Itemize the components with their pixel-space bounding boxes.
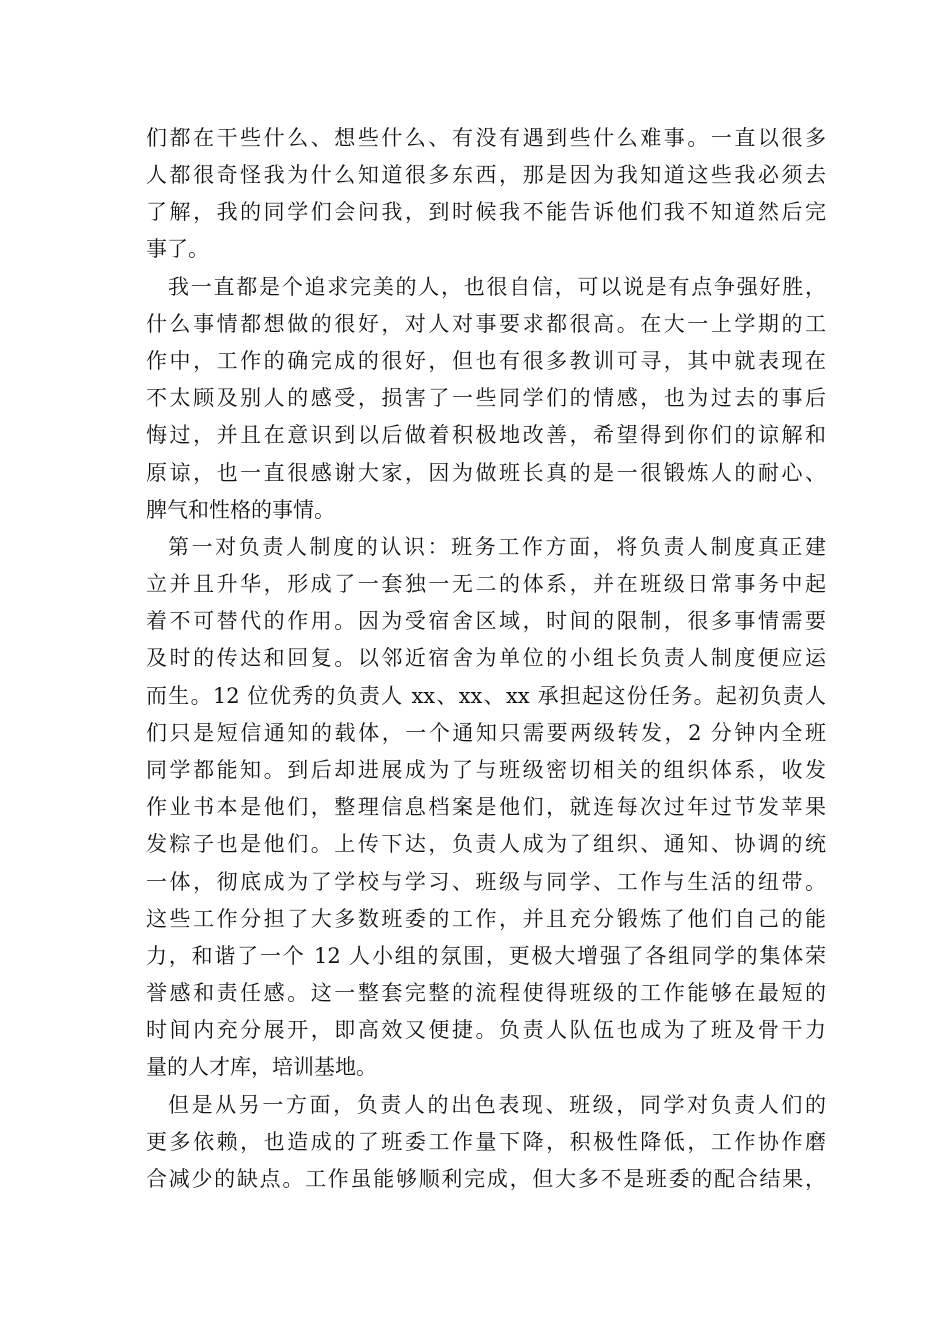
- text-line: 而生。12 位优秀的负责人 xx、xx、xx 承担起这份任务。起初负责人: [146, 684, 826, 708]
- text-line: 同学都能知。到后却进展成为了与班级密切相关的组织体系，收发: [146, 758, 826, 782]
- text-line: 一体，彻底成为了学校与学习、班级与同学、工作与生活的纽带。: [146, 870, 826, 894]
- text-line: 立并且升华，形成了一套独一无二的体系，并在班级日常事务中起: [146, 572, 826, 596]
- text-line: 了解，我的同学们会问我，到时候我不能告诉他们我不知道然后完: [146, 200, 826, 224]
- text-line: 脾气和性格的事情。: [146, 498, 335, 522]
- text-line: 们都在干些什么、想些什么、有没有遇到些什么难事。一直以很多: [146, 126, 826, 150]
- text-line: 量的人才库，培训基地。: [146, 1055, 377, 1079]
- text-line: 们只是短信通知的载体，一个通知只需要两级转发，2 分钟内全班: [146, 721, 826, 745]
- paragraph-start-line: 但是从另一方面，负责人的出色表现、班级，同学对负责人们的: [168, 1093, 826, 1117]
- paragraph-start-line: 我一直都是个追求完美的人，也很自信，可以说是有点争强好胜，: [168, 275, 826, 299]
- paragraph-start-line: 第一对负责人制度的认识：班务工作方面，将负责人制度真正建: [168, 535, 826, 559]
- text-line: 这些工作分担了大多数班委的工作，并且充分锻炼了他们自己的能: [146, 907, 826, 931]
- text-line: 事了。: [146, 237, 209, 261]
- text-line: 誉感和责任感。这一整套完整的流程使得班级的工作能够在最短的: [146, 981, 826, 1005]
- text-line: 原谅，也一直很感谢大家，因为做班长真的是一很锻炼人的耐心、: [146, 461, 826, 485]
- text-line: 作中，工作的确完成的很好，但也有很多教训可寻，其中就表现在: [146, 349, 826, 373]
- text-line: 着不可替代的作用。因为受宿舍区域，时间的限制，很多事情需要: [146, 609, 826, 633]
- text-line: 人都很奇怪我为什么知道很多东西，那是因为我知道这些我必须去: [146, 163, 826, 187]
- text-line: 什么事情都想做的很好，对人对事要求都很高。在大一上学期的工: [146, 312, 826, 336]
- text-line: 不太顾及别人的感受，损害了一些同学们的情感，也为过去的事后: [146, 386, 826, 410]
- text-line: 及时的传达和回复。以邻近宿舍为单位的小组长负责人制度便应运: [146, 646, 826, 670]
- text-line: 合减少的缺点。工作虽能够顺利完成，但大多不是班委的配合结果，: [146, 1167, 826, 1191]
- text-line: 作业书本是他们，整理信息档案是他们，就连每次过年过节发苹果: [146, 795, 826, 819]
- text-line: 发粽子也是他们。上传下达，负责人成为了组织、通知、协调的统: [146, 832, 826, 856]
- text-line: 悔过，并且在意识到以后做着积极地改善，希望得到你们的谅解和: [146, 423, 826, 447]
- text-line: 力，和谐了一个 12 人小组的氛围，更极大增强了各组同学的集体荣: [146, 944, 826, 968]
- text-line: 时间内充分展开，即高效又便捷。负责人队伍也成为了班及骨干力: [146, 1018, 826, 1042]
- text-line: 更多依赖，也造成的了班委工作量下降，积极性降低，工作协作磨: [146, 1130, 826, 1154]
